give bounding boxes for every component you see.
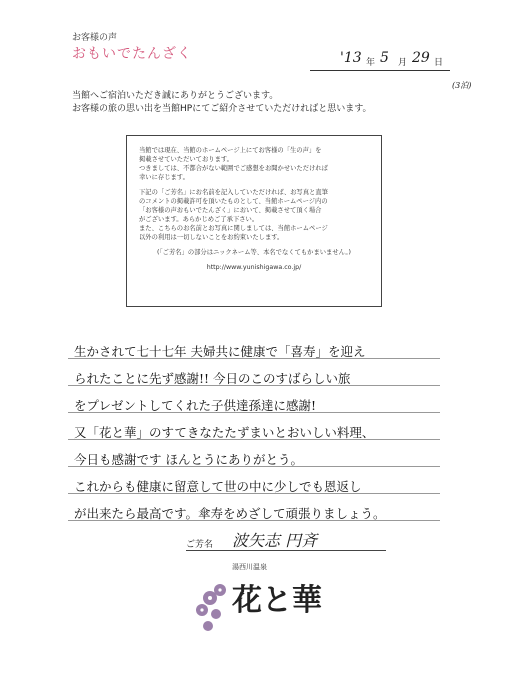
logo-subtitle: 湯西川温泉 bbox=[232, 563, 267, 571]
comment-line: 今日も感謝です ほんとうにありがとう。 bbox=[74, 452, 303, 467]
signature-line bbox=[186, 550, 386, 551]
notice-line: つきましては、不都合がない範囲でご感想をお聞かせいただければ bbox=[139, 165, 328, 172]
notice-line: 掲載させていただいております。 bbox=[139, 156, 233, 163]
date-month: 5 bbox=[380, 50, 389, 66]
stay-note: (3泊) bbox=[452, 81, 472, 90]
intro-line-2: お客様の旅の思い出を当館HPにてご紹介させていただければと思います。 bbox=[72, 104, 372, 114]
notice-line: 下記の「ご芳名」にお名前を記入していただければ、お写真と直筆 bbox=[139, 189, 328, 196]
date-day: 29 bbox=[412, 50, 430, 66]
website-url: http://www.yunishigawa.co.jp/ bbox=[206, 264, 302, 271]
date-month-unit: 月 bbox=[398, 58, 408, 68]
date-year-unit: 年 bbox=[366, 58, 376, 68]
customer-voice-label: お客様の声 bbox=[72, 33, 118, 43]
comment-line: られたことに先ず感謝!! 今日のこのすばらしい旅 bbox=[74, 371, 351, 386]
signature-label: ご芳名 bbox=[186, 540, 214, 550]
page-title: おもいでたんざく bbox=[72, 46, 192, 62]
notice-line: また、こちらのお名前とお写真に関しましては、当館ホームページ bbox=[139, 225, 328, 232]
date-year: '13 bbox=[340, 50, 362, 66]
notice-box bbox=[126, 135, 382, 307]
notice-line: 「お客様の声おもいでたんざく」において、掲載させて頂く場合 bbox=[139, 207, 322, 214]
notice-note: (「ご芳名」の部分はニックネーム等、本名でなくてもかまいません。) bbox=[157, 249, 351, 256]
notice-line: のコメントの掲載許可を頂いたものとして、当館ホームページ内の bbox=[139, 198, 328, 205]
comment-line: これからも健康に留意して世の中に少しでも恩返し bbox=[74, 479, 362, 494]
notice-line: がございます。あらかじめご了承下さい。 bbox=[139, 216, 259, 223]
intro-line-1: 当館へご宿泊いただき誠にありがとうございます。 bbox=[72, 91, 279, 101]
notice-line: 当館では現在、当館のホームページ上にてお客様の「生の声」を bbox=[139, 147, 322, 154]
signature-name: 波矢志 円斉 bbox=[232, 531, 318, 550]
comment-line: 生かされて七十七年 夫婦共に健康で「喜寿」を迎え bbox=[74, 344, 366, 359]
date-day-unit: 日 bbox=[434, 58, 444, 68]
notice-line: 幸いに存じます。 bbox=[139, 174, 189, 181]
comment-line: をプレゼントしてくれた子供達孫達に感謝! bbox=[74, 398, 317, 413]
comment-line: が出来たら最高です。傘寿をめざして頑張りましょう。 bbox=[74, 506, 386, 521]
notice-line: 以外の利用は一切しないことをお約束いたします。 bbox=[139, 234, 284, 241]
logo-wordmark: 花と華 bbox=[232, 583, 322, 618]
comment-line: 又「花と華」のすてきなたたずまいとおいしい料理、 bbox=[74, 425, 375, 440]
